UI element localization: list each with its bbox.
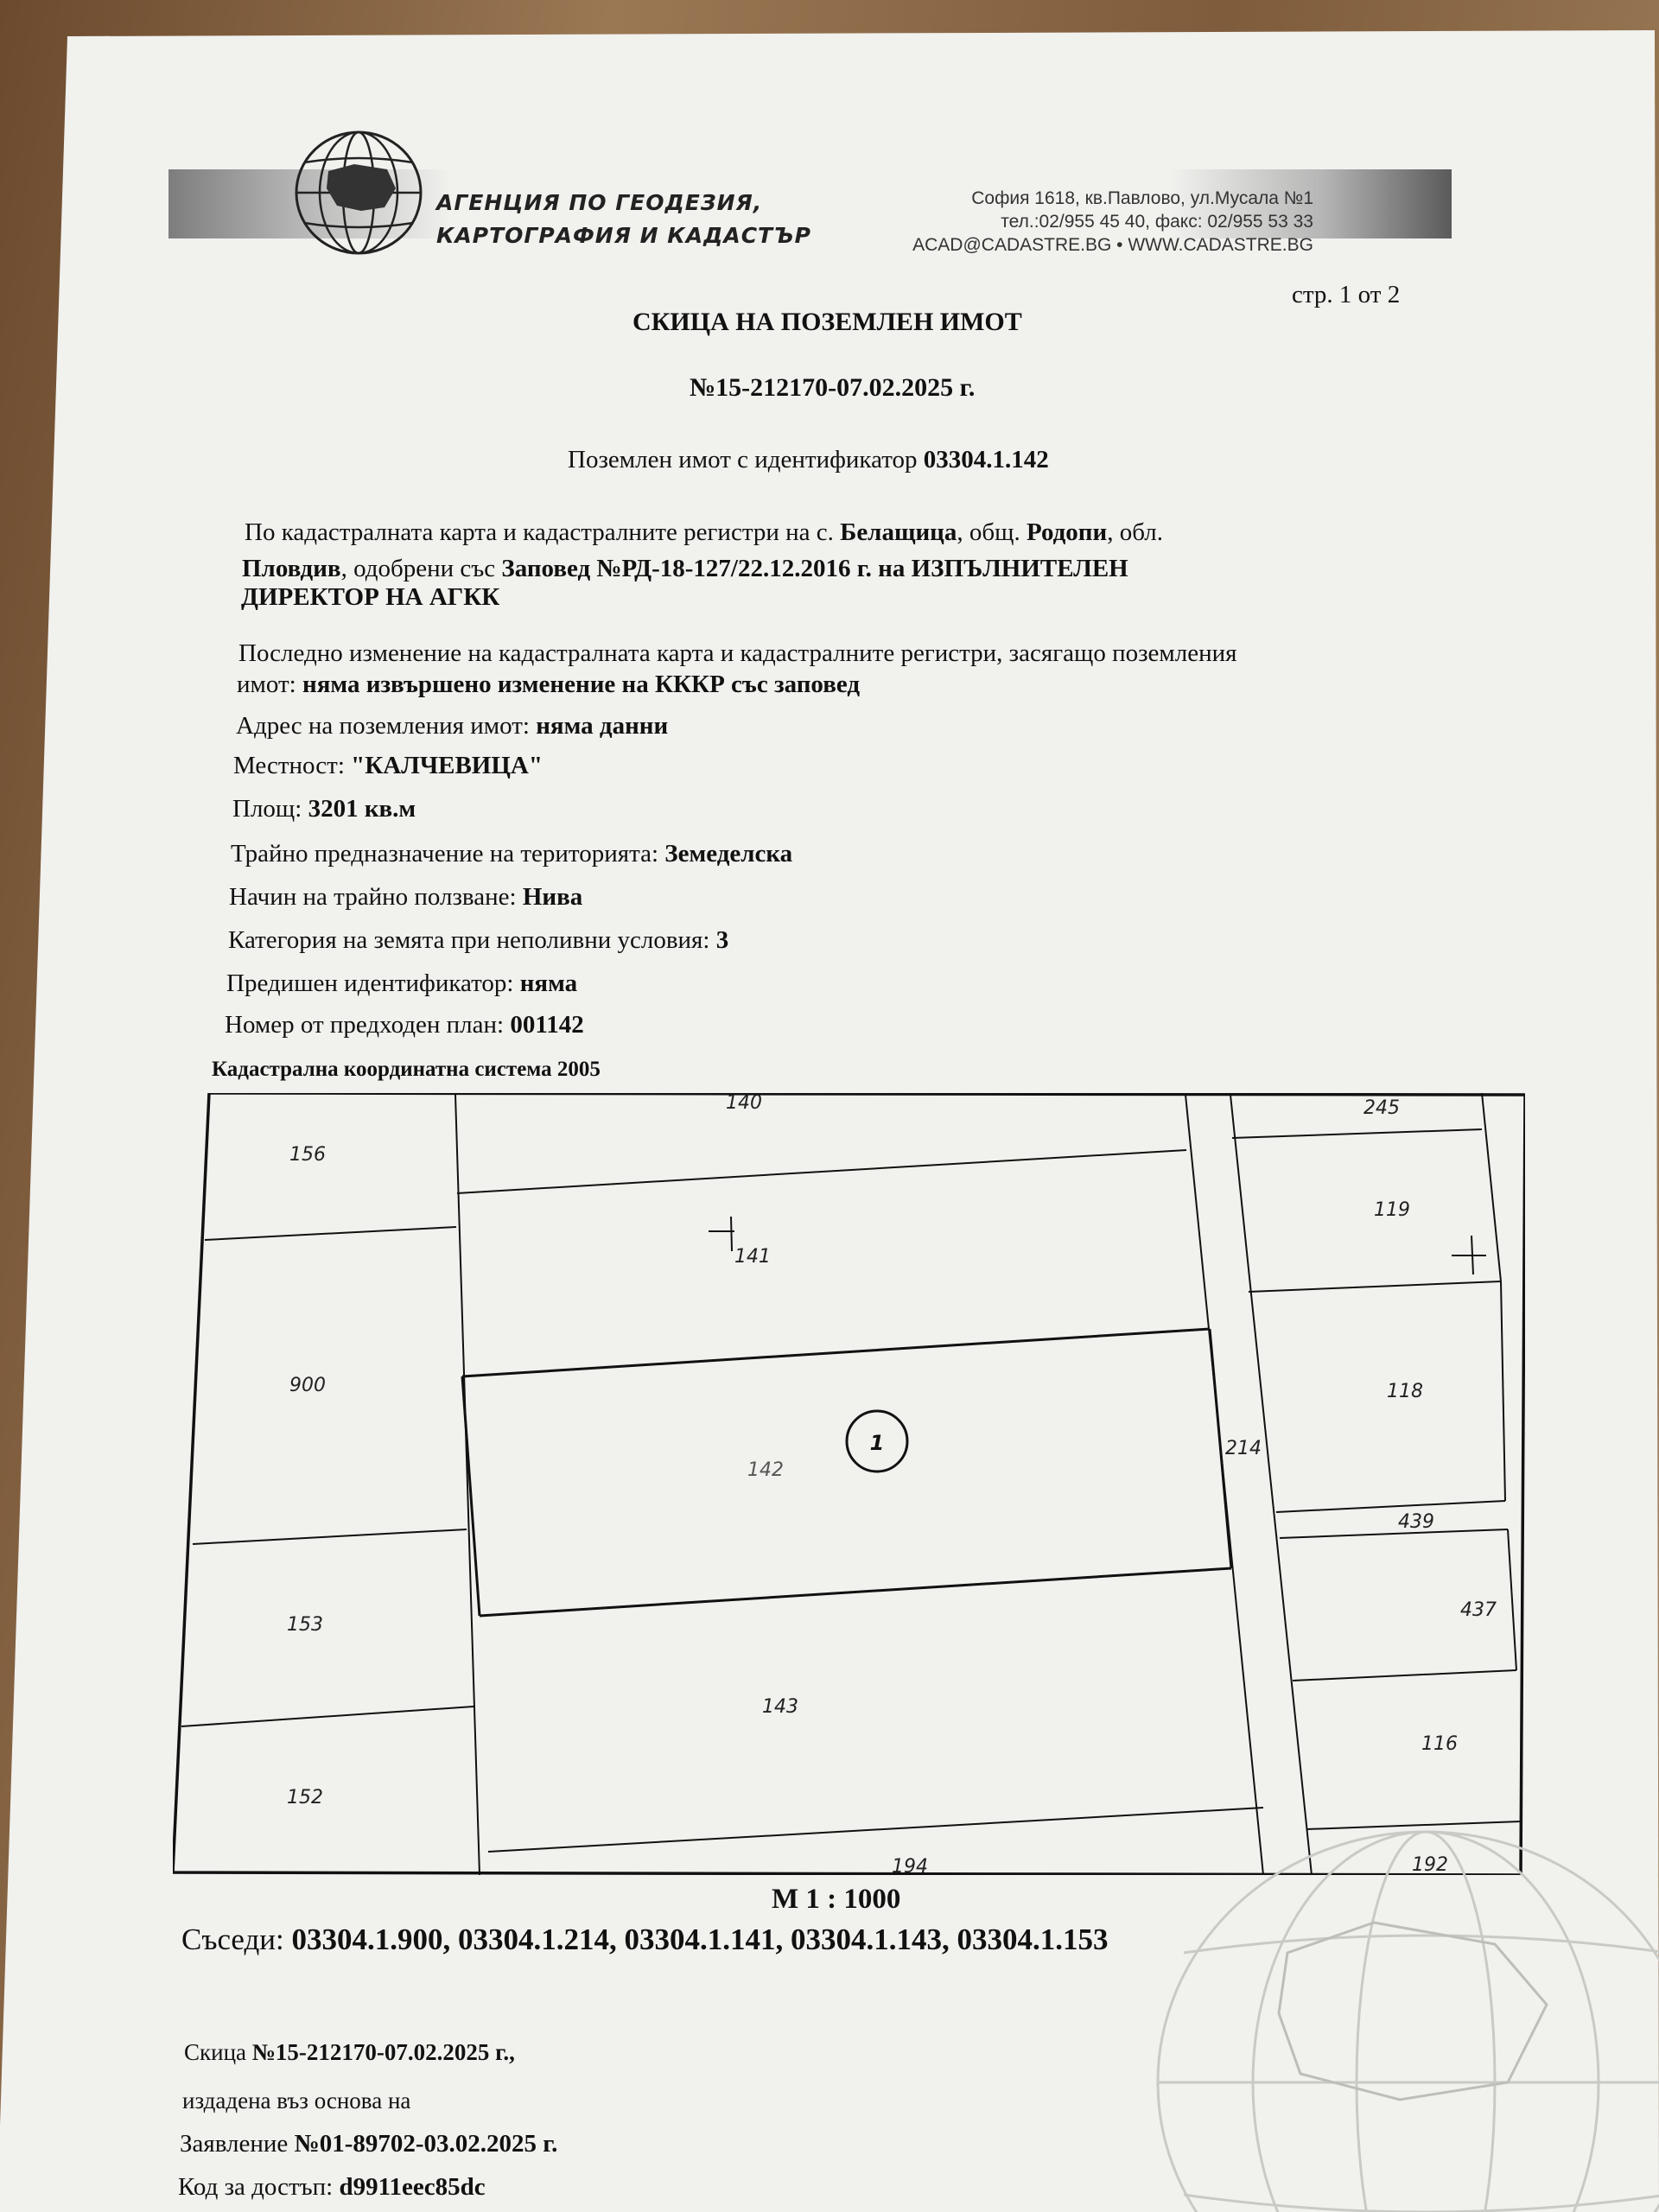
neighbors-value: 03304.1.900, 03304.1.214, 03304.1.141, 03304.1.143, 03304.1.153	[291, 1923, 1109, 1956]
parcel-label-119: 119	[1374, 1199, 1410, 1221]
parcel-label-141: 141	[734, 1246, 771, 1268]
road-214-right	[1230, 1095, 1312, 1875]
footer-basis-line: издадена въз основа на	[182, 2088, 411, 2113]
parcel-label-153: 153	[287, 1614, 323, 1636]
agency-phone: тел.:02/955 45 40, факс: 02/955 53 33	[1001, 212, 1313, 232]
category-line: Категория на земята при неполивни условия: 3	[228, 926, 729, 954]
boundary-118-right	[1501, 1281, 1505, 1501]
boundary-437-116	[1293, 1670, 1516, 1681]
usage-line: Начин на трайно ползване: Нива	[229, 883, 583, 911]
boundary-156-900	[205, 1227, 456, 1240]
document-title: СКИЦА НА ПОЗЕМЛЕН ИМОТ	[632, 308, 1022, 336]
map-scale: М 1 : 1000	[772, 1884, 901, 1915]
boundary-119-right	[1482, 1093, 1501, 1281]
boundary-118-439	[1276, 1501, 1505, 1512]
parcel-label-156: 156	[289, 1144, 326, 1166]
road-214-left	[1185, 1095, 1263, 1875]
cadastre-line-1: По кадастралната карта и кадастралните регистри на с. Белащица, общ. Родопи, обл.	[245, 518, 1163, 546]
parcel-label-439: 439	[1398, 1511, 1434, 1533]
last-change-line-2: имот: няма извършено изменение на КККР със заповед	[237, 671, 861, 698]
cross-mark	[1471, 1236, 1473, 1274]
parcel-label-118: 118	[1387, 1381, 1423, 1402]
parcel-label-116: 116	[1421, 1733, 1458, 1755]
agency-line-2: КАРТОГРАФИЯ И КАДАСТЪР	[436, 223, 811, 248]
boundary-141-142	[462, 1329, 1210, 1376]
boundary-142-143	[480, 1568, 1231, 1616]
parcel-label-140: 140	[726, 1093, 762, 1114]
cross-mark	[731, 1217, 732, 1251]
parcel-label-214: 214	[1225, 1438, 1262, 1459]
cadastre-line-3: ДИРЕКТОР НА АГКК	[241, 583, 500, 611]
agency-address: София 1618, кв.Павлово, ул.Мусала №1	[971, 188, 1313, 208]
locality-line: Местност: "КАЛЧЕВИЦА"	[233, 752, 543, 779]
boundary-439-437	[1280, 1529, 1508, 1538]
parcel-label-437: 437	[1460, 1599, 1497, 1621]
identifier-value: 03304.1.142	[923, 446, 1049, 474]
parcel-label-192: 192	[1412, 1854, 1448, 1875]
parcel-label-900: 900	[289, 1375, 326, 1396]
agency-contact	[912, 187, 1313, 257]
area-line: Площ: 3201 кв.м	[232, 795, 416, 823]
neighbors-line: Съседи: 03304.1.900, 03304.1.214, 03304.1.141, 03304.1.143, 03304.1.153	[181, 1923, 1109, 1956]
last-change-line-1: Последно изменение на кадастралната карта и кадастралните регистри, засягащо поземления	[238, 639, 1237, 667]
parcel-label-152: 152	[287, 1787, 323, 1808]
coordinate-system: Кадастрална координатна система 2005	[212, 1058, 601, 1081]
document-number: №15-212170-07.02.2025 г.	[690, 373, 976, 402]
cadastral-map	[173, 1093, 1525, 1875]
boundary-140-141	[457, 1150, 1186, 1193]
footer-application-line: Заявление №01-89702-03.02.2025 г.	[180, 2130, 558, 2158]
boundary-153-152	[181, 1707, 474, 1726]
globe-logo-icon	[294, 128, 423, 257]
footer-access-code-line: Код за достъп: d9911eec85dc	[178, 2173, 486, 2201]
parcel-label-245: 245	[1363, 1097, 1400, 1119]
previous-plan-line: Номер от предходен план: 001142	[225, 1011, 584, 1039]
parcel-label-142: 142	[747, 1459, 784, 1481]
parcel-label-143: 143	[762, 1696, 798, 1718]
previous-id-line: Предишен идентификатор: няма	[226, 969, 578, 997]
parcel-marker-label: 1	[869, 1431, 885, 1455]
boundary-437-right	[1508, 1529, 1516, 1670]
agency-name	[436, 187, 811, 252]
purpose-line: Трайно предназначение на територията: Земеделска	[231, 840, 793, 868]
boundary-119-118	[1249, 1281, 1501, 1292]
agency-line-1: АГЕНЦИЯ ПО ГЕОДЕЗИЯ,	[436, 190, 763, 215]
boundary-900-153	[193, 1529, 467, 1544]
parcel-label-194: 194	[892, 1856, 928, 1875]
address-line: Адрес на поземления имот: няма данни	[236, 712, 669, 740]
cadastre-line-2: Пловдив, одобрени със Заповед №РД-18-127/22.12.2016 г. на ИЗПЪЛНИТЕЛЕН	[242, 555, 1128, 582]
globe-watermark-icon	[1115, 1823, 1659, 2212]
footer-sketch-line: Скица №15-212170-07.02.2025 г.,	[184, 2039, 515, 2065]
agency-web: ACAD@CADASTRE.BG • WWW.CADASTRE.BG	[912, 235, 1313, 255]
map-frame	[173, 1093, 1525, 1875]
boundary-left	[455, 1095, 480, 1875]
page-number: стр. 1 от 2	[1292, 281, 1401, 308]
identifier-line: Поземлен имот с идентификатор 03304.1.142	[568, 446, 1049, 474]
boundary-245-119	[1232, 1129, 1482, 1138]
